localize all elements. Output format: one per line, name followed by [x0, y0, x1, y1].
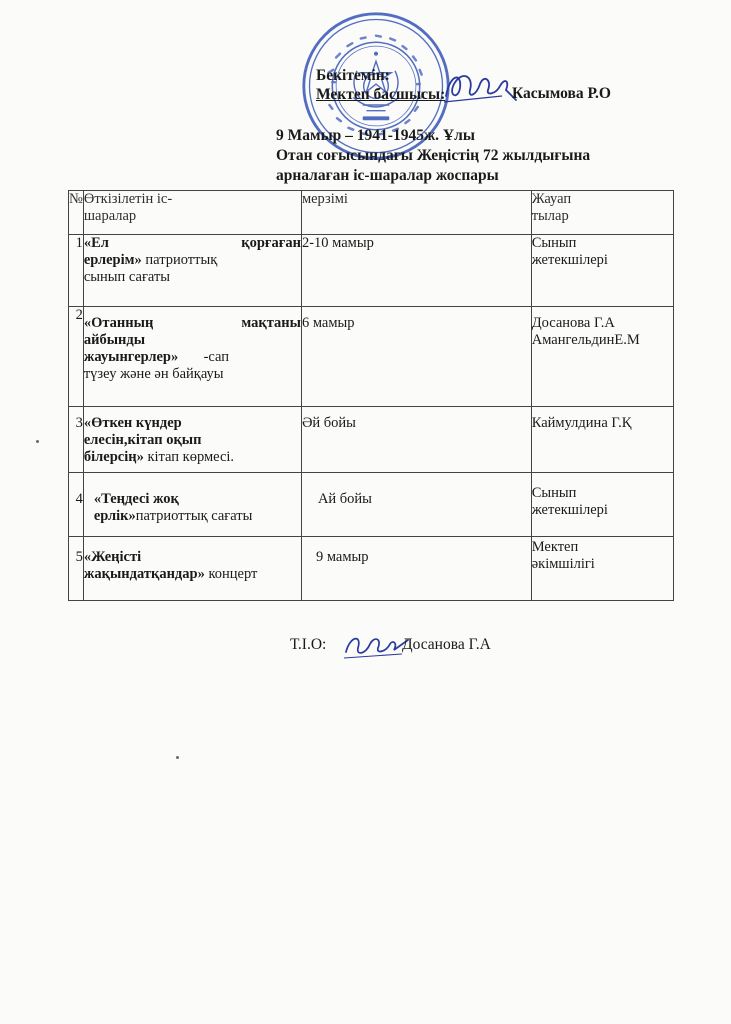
document-title: [276, 126, 676, 186]
title-line-1: 9 Мамыр – 1941-1945ж. Ұлы: [276, 127, 475, 144]
event-title-line: елесін,кітап оқып: [83, 432, 202, 448]
date-cell: 2-10 мамыр: [301, 235, 531, 307]
event-cell: [83, 235, 301, 307]
header-event: [83, 191, 301, 235]
scan-speck: [36, 440, 39, 443]
event-title-line: «Өткен күндер: [83, 415, 182, 431]
title-line-3: арналаған іс-шаралар жоспары: [276, 167, 499, 184]
header-number: №: [69, 191, 84, 235]
responsible-line: әкімшілігі: [531, 556, 595, 572]
event-title-line: айбынды: [83, 332, 146, 348]
responsible-line: жетекшілері: [531, 252, 608, 268]
table-header-row: [69, 191, 674, 235]
responsible-line: жетекшілері: [531, 502, 608, 518]
event-title-line: жауынгерлер»: [83, 349, 179, 365]
date-cell: Ай бойы: [301, 473, 531, 537]
table-row: [69, 235, 674, 307]
event-desc: түзеу және ән байқауы: [83, 366, 224, 382]
events-plan-table: [68, 190, 674, 601]
date-cell: Әй бойы: [301, 407, 531, 473]
header-date: мерзімі: [301, 191, 531, 235]
header-responsible: [531, 191, 673, 235]
event-title-line: ерлік»: [93, 508, 136, 524]
table-row: [69, 537, 674, 601]
event-desc: -сап: [178, 349, 230, 365]
responsible-cell: [531, 407, 673, 473]
event-title-line: «Отанның мақтаны: [83, 315, 301, 331]
date-cell: 6 мамыр: [301, 307, 531, 407]
responsible-line: Сынып: [531, 485, 577, 501]
row-number: 5: [69, 537, 84, 601]
event-desc: сынып сағаты: [83, 269, 171, 285]
table-row: [69, 307, 674, 407]
event-cell: [83, 407, 301, 473]
footer-name: Досанова Г.А: [402, 636, 491, 653]
header-responsible-line: Жауап: [531, 191, 572, 207]
event-cell: [83, 473, 301, 537]
scan-speck: [176, 756, 179, 759]
director-label: Мектеп басшысы:: [316, 86, 446, 103]
director-signature: [440, 66, 520, 108]
responsible-line: Сынып: [531, 235, 577, 251]
event-title-line: «Теңдесі жоқ: [93, 491, 179, 507]
responsible-line: Досанова Г.А: [531, 315, 615, 331]
event-desc: патриоттық: [141, 252, 218, 268]
event-title-line: ерлерім»: [83, 252, 142, 268]
responsible-line: Мектеп: [531, 539, 579, 555]
event-cell: [83, 537, 301, 601]
header-event-line: Өткізілетін іс-: [83, 191, 173, 207]
row-number: 3: [69, 407, 84, 473]
approver-name: Касымова Р.О: [512, 85, 611, 102]
event-cell: [83, 307, 301, 407]
table-row: [69, 407, 674, 473]
event-title-line: білерсің»: [83, 449, 144, 465]
event-desc: кітап көрмесі.: [143, 449, 235, 465]
row-number: 4: [69, 473, 84, 537]
responsible-cell: [531, 307, 673, 407]
date-cell: 9 мамыр: [301, 537, 531, 601]
table-row: [69, 473, 674, 537]
responsible-cell: [531, 235, 673, 307]
responsible-line: Каймулдина Г.Қ: [531, 415, 632, 431]
header-responsible-line: тылар: [531, 208, 569, 224]
footer-label: Т.І.О:: [290, 636, 327, 653]
approval-block: [316, 66, 445, 104]
title-line-2: Отан соғысындағы Жеңістің 72 жылдығына: [276, 147, 591, 164]
header-event-line: шаралар: [83, 208, 137, 224]
responsible-cell: [531, 473, 673, 537]
row-number: 1: [69, 235, 84, 307]
responsible-line: АмангельдинЕ.М: [531, 332, 640, 348]
event-desc: концерт: [204, 566, 258, 582]
approve-label: Бекітемін:: [316, 67, 390, 84]
event-desc: патриоттық сағаты: [135, 508, 253, 524]
row-number: 2: [69, 307, 84, 407]
responsible-cell: [531, 537, 673, 601]
event-title-line: «Ел қорғаған: [83, 235, 301, 251]
event-title-line: «Жеңісті: [83, 549, 142, 565]
event-title-line: жақындатқандар»: [83, 566, 205, 582]
